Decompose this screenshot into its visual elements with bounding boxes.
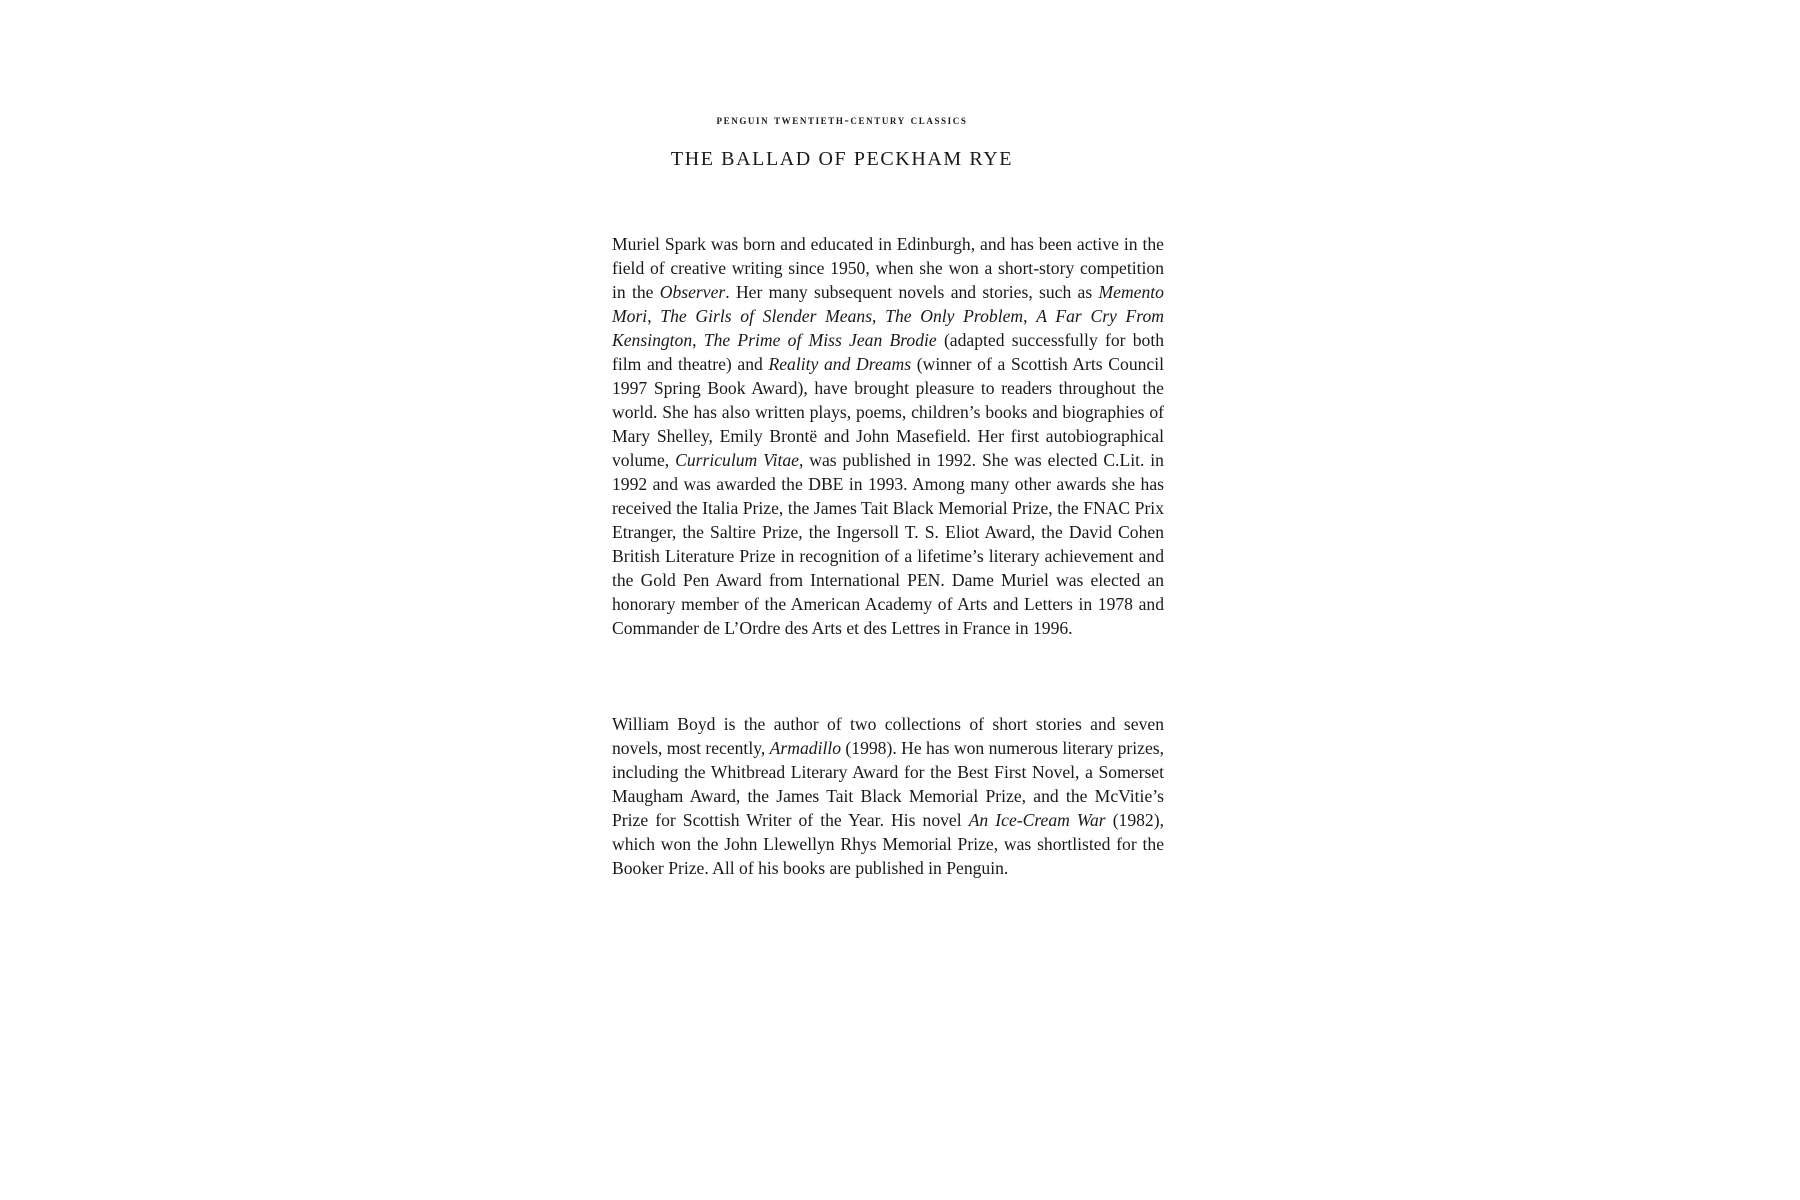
- title-prime-of-miss-jean-brodie: The Prime of Miss Jean Brodie: [703, 330, 937, 350]
- title-armadillo: Armadillo: [769, 738, 842, 758]
- title-memento-mori: Memento Mori: [612, 282, 1164, 326]
- bio-text: (winner of a Scottish Arts Council 1997 Spring Book Award), have brought pleasure to readers throughout the world. She has also written plays, poems, children’s books and biographies of Mary Shelley, Emily Brontë and John Masefield. Her first autobiographical volume,: [612, 354, 1165, 470]
- bio-text: ,: [647, 306, 661, 326]
- bio-text: , was published in 1992. She was elected C.Lit. in 1992 and was awarded the DBE in 1993. Among many other awards she has received the Italia Prize, the James Tait Black Memorial Prize, the FNAC Prix Etranger, the Saltire Prize, the Ingersoll T. S. Eliot Award, the David Cohen British Literature Prize in recognition of a lifetime’s literary achievement and the Gold Pen Award from International PEN. Dame Muriel was elected an honorary member of the American Academy of Arts and Letters in 1978 and Commander de L’Ordre des Arts et des Lettres in France in 1996.: [612, 450, 1164, 638]
- bio-text: William Boyd is the author of two collections of short stories and seven novels, most recently,: [612, 714, 1164, 758]
- title-observer: Observer: [659, 282, 726, 302]
- title-an-ice-cream-war: An Ice-Cream War: [968, 810, 1106, 830]
- title-only-problem: The Only Problem: [885, 306, 1024, 326]
- bio-text: ,: [1023, 306, 1037, 326]
- introducer-biography-paragraph: [612, 712, 1164, 880]
- bio-text: (1982), which won the John Llewellyn Rhys Memorial Prize, was shortlisted for the Booker Prize. All of his books are published in Penguin.: [612, 810, 1164, 878]
- title-reality-and-dreams: Reality and Dreams: [768, 354, 912, 374]
- title-girls-of-slender-means: The Girls of Slender Means: [660, 306, 873, 326]
- book-title: THE BALLAD OF PECKHAM RYE: [670, 148, 1014, 170]
- bio-text: ,: [872, 306, 886, 326]
- title-far-cry-from-kensington: A Far Cry From Kensington: [612, 306, 1165, 350]
- author-biography-paragraph: [612, 232, 1164, 640]
- bio-text: . Her many subsequent novels and stories, such as: [725, 282, 1099, 302]
- bio-text: ,: [692, 330, 704, 350]
- bio-text: (adapted successfully for both film and theatre) and: [612, 330, 1165, 374]
- series-name: penguin twentieth-century classics: [716, 112, 968, 127]
- bio-text: Muriel Spark was born and educated in Edinburgh, and has been active in the field of creative writing since 1950, when she won a short-story competition in the: [612, 234, 1164, 302]
- title-curriculum-vitae: Curriculum Vitae: [675, 450, 799, 470]
- bio-text: (1998). He has won numerous literary prizes, including the Whitbread Literary Award for the Best First Novel, a Somerset Maugham Award, the James Tait Black Memorial Prize, and the McVitie’s Prize for Scottish Writer of the Year. His novel: [612, 738, 1165, 830]
